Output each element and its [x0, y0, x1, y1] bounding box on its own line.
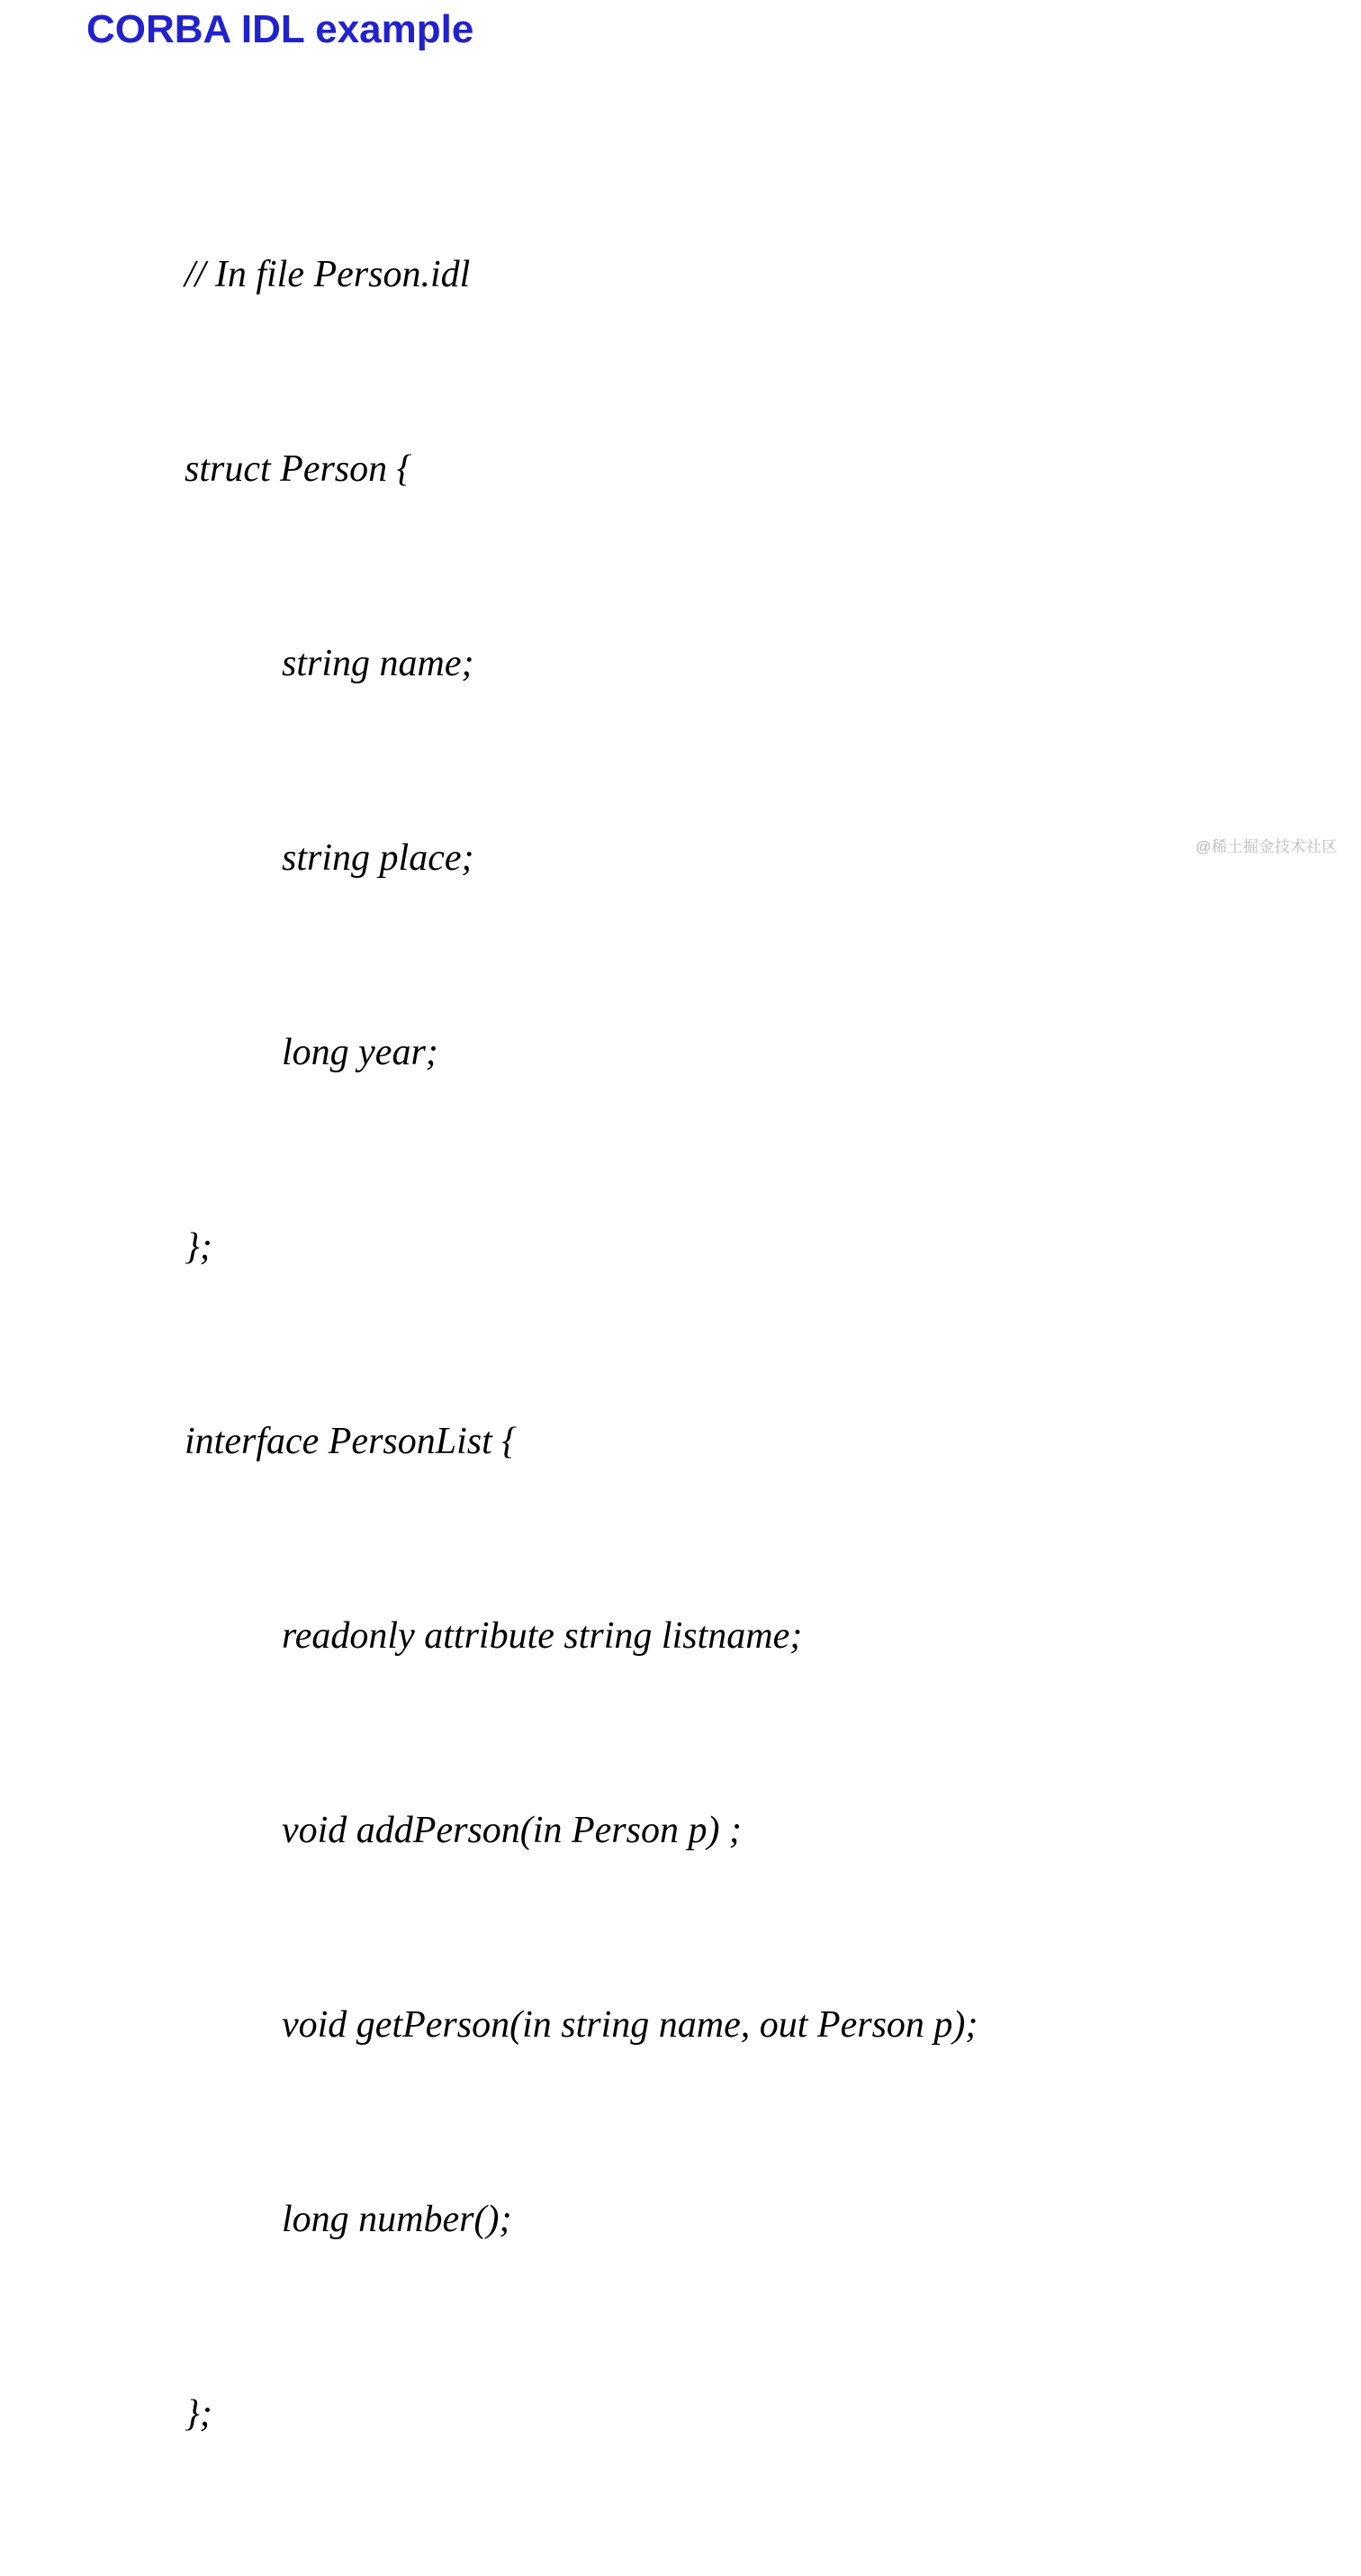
code-line: void getPerson(in string name, out Person p);: [282, 2004, 978, 2046]
code-line: long year;: [282, 1032, 438, 1073]
watermark-text: @稀土掘金技术社区: [1195, 838, 1338, 855]
code-line: // In file Person.idl: [185, 254, 471, 295]
code-line: interface PersonList {: [185, 1421, 518, 1462]
code-block: [185, 113, 978, 2576]
code-line: readonly attribute string listname;: [282, 1615, 803, 1657]
code-line: long number();: [282, 2199, 512, 2240]
code-line: struct Person {: [185, 448, 412, 490]
code-line: void addPerson(in Person p) ;: [282, 1810, 742, 1851]
code-line: string place;: [282, 837, 474, 879]
code-line: };: [185, 1226, 212, 1268]
code-line: string name;: [282, 643, 474, 684]
page-title: CORBA IDL example: [86, 7, 474, 51]
code-line: };: [185, 2393, 212, 2435]
